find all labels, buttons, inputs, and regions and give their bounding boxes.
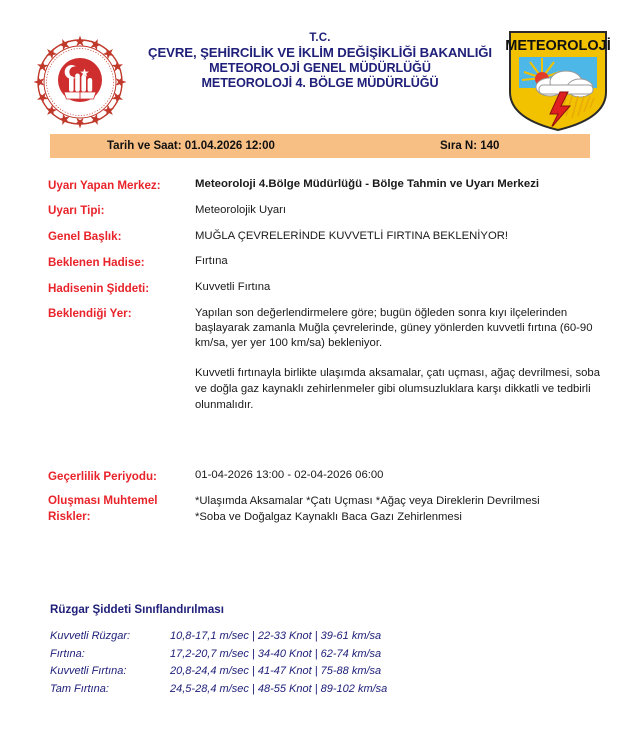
warning-fields-secondary — [0, 468, 640, 525]
meteoroloji-shield-logo — [506, 30, 610, 132]
wind-class-name: Tam Fırtına: — [50, 682, 109, 695]
wind-classification-row — [50, 647, 387, 665]
value-event-severity: Kuvvetli Fırtına — [195, 281, 271, 294]
header-ministry: ÇEVRE, ŞEHİRCİLİK VE İKLİM DEĞİŞİKLİĞİ BAKANLIĞI — [148, 44, 492, 60]
wind-class-values: 24,5-28,4 m/sec | 48-55 Knot | 89-102 km/sa — [170, 682, 388, 695]
section-spacer — [0, 425, 640, 449]
wind-class-name: Fırtına: — [50, 647, 85, 660]
header-tc: T.C. — [309, 31, 331, 44]
field-row-warning-type — [48, 203, 600, 219]
header-regional-directorate: METEOROLOJİ 4. BÖLGE MÜDÜRLÜĞÜ — [201, 76, 439, 91]
wind-class-name: Kuvvetli Fırtına: — [50, 665, 127, 678]
document-header — [0, 0, 640, 118]
field-row-event-severity — [48, 280, 600, 296]
label-validity-period: Geçerlilik Periyodu: — [48, 469, 157, 483]
wind-classification-row — [50, 629, 387, 647]
wind-classification-table — [50, 629, 387, 699]
wind-classification-title: Rüzgar Şiddeti Sınıflandırılması — [50, 602, 224, 616]
value-expected-event: Fırtına — [195, 255, 228, 268]
value-validity-period: 01-04-2026 13:00 - 02-04-2026 06:00 — [195, 469, 384, 482]
wind-classification-row — [50, 664, 387, 682]
banner-sequence-number: Sıra N: 140 — [440, 140, 500, 152]
meteoroloji-logo-text: METEOROLOJİ — [506, 38, 610, 54]
label-possible-risks: Oluşması Muhtemel Riskler: — [48, 494, 158, 523]
field-row-general-title — [48, 229, 600, 245]
expected-area-paragraph-2: Kuvvetli fırtınayla birlikte ulaşımda aksamalar, çatı uçması, ağaç devrilmesi, soba ve doğla gaz kaynaklı zehirlenmeler gibi olumsuzluklara karşı dikkatli ve tedbirli olunmalıdır. — [195, 367, 600, 412]
label-expected-event: Beklenen Hadise: — [48, 255, 145, 269]
field-row-issuing-center — [48, 177, 600, 193]
label-issuing-center: Uyarı Yapan Merkez: — [48, 178, 161, 192]
wind-classification-body — [50, 629, 387, 699]
ministry-seal — [26, 30, 134, 134]
header-general-directorate: METEOROLOJİ GENEL MÜDÜRLÜĞÜ — [209, 60, 431, 75]
value-expected-area-paragraph-1: Yapılan son değerlendirmelere göre; bugün öğleden sonra kıyı ilçelerinden başlayarak zamanla Muğla çevrelerinde, güney yönlerden kuvvetli fırtına (60-90 km/sa, yer yer 100 km/sa) bekleniyor. — [195, 306, 593, 350]
label-event-severity: Hadisenin Şiddeti: — [48, 281, 150, 295]
field-row-expected-event — [48, 254, 600, 270]
date-sequence-banner — [50, 134, 590, 158]
label-warning-type: Uyarı Tipi: — [48, 204, 105, 218]
wind-class-name: Kuvvetli Rüzgar: — [50, 629, 131, 642]
label-general-title: Genel Başlık: — [48, 230, 122, 244]
wind-class-values: 20,8-24,4 m/sec | 41-47 Knot | 75-88 km/sa — [170, 665, 382, 678]
banner-date-time: Tarih ve Saat: 01.04.2026 12:00 — [107, 140, 275, 152]
field-row-possible-risks — [48, 493, 600, 525]
value-general-title: MUĞLA ÇEVRELERİNDE KUVVETLİ FIRTINA BEKLENİYOR! — [195, 229, 509, 242]
value-warning-type: Meteorolojik Uyarı — [195, 203, 287, 216]
label-expected-area: Beklendiği Yer: — [48, 307, 132, 321]
warning-fields — [0, 177, 640, 351]
wind-class-values: 10,8-17,1 m/sec | 22-33 Knot | 39-61 km/sa — [170, 629, 382, 642]
wind-class-values: 17,2-20,7 m/sec | 34-40 Knot | 62-74 km/sa — [170, 647, 382, 660]
field-row-validity-period — [48, 468, 600, 484]
wind-classification-row — [50, 682, 387, 700]
header-title-block — [148, 31, 492, 92]
wind-classification-section — [0, 603, 640, 699]
value-possible-risks: *Ulaşımda Aksamalar *Çatı Uçması *Ağaç veya Direklerin Devrilmesi *Soba ve Doğalgaz Kaynaklı Baca Gazı Zehirlenmesi — [195, 494, 540, 523]
field-row-expected-area — [48, 306, 600, 351]
value-issuing-center: Meteoroloji 4.Bölge Müdürlüğü - Bölge Tahmin ve Uyarı Merkezi — [195, 178, 540, 190]
